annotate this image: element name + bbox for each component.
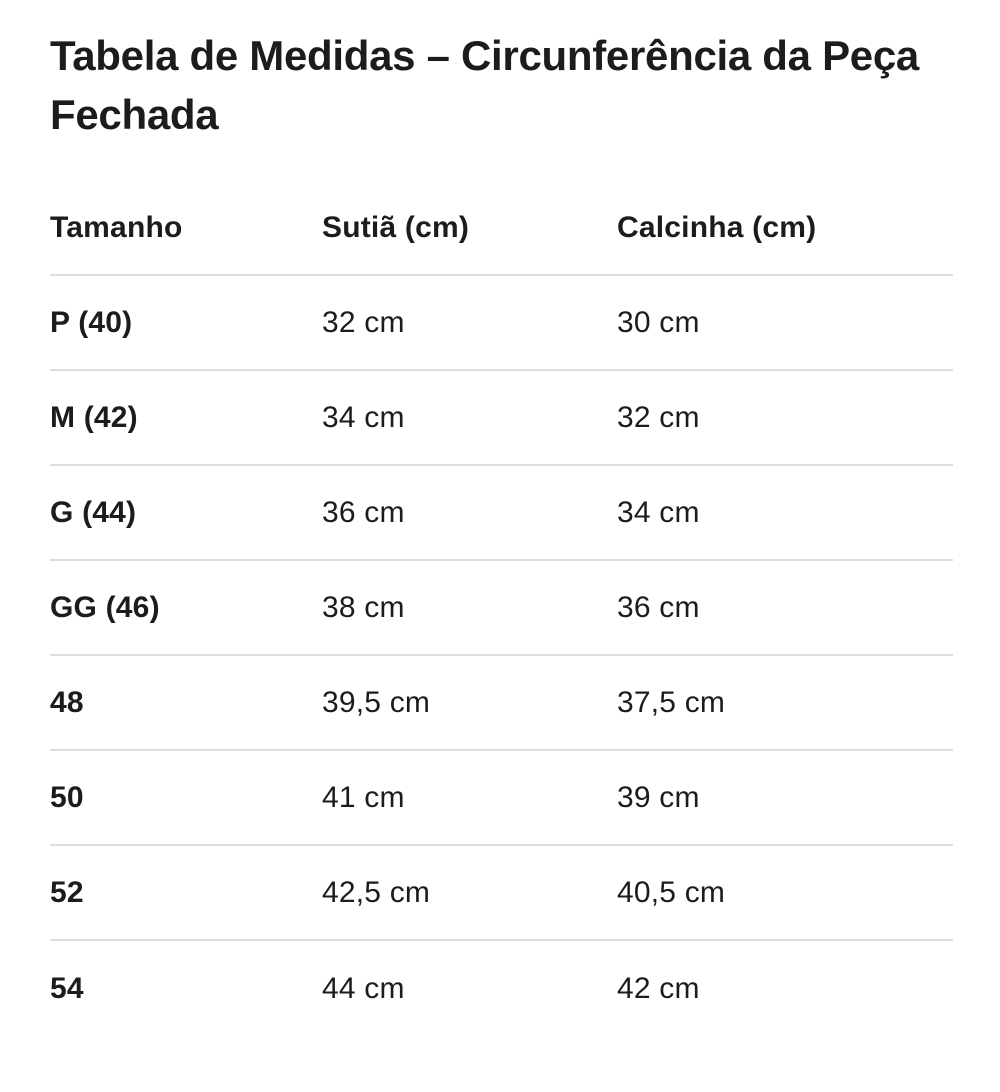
size-cell: P (40) xyxy=(50,305,133,339)
table-header-row xyxy=(50,181,953,276)
sutia-cell: 42,5 cm xyxy=(322,875,431,909)
size-cell: 50 xyxy=(50,780,84,814)
table-row xyxy=(50,276,953,371)
size-cell: 48 xyxy=(50,685,84,719)
measurements-table xyxy=(50,181,953,1036)
size-cell: M (42) xyxy=(50,400,138,434)
table-row xyxy=(50,656,953,751)
calcinha-cell: 40,5 cm xyxy=(617,875,726,909)
calcinha-cell: 32 cm xyxy=(617,400,700,434)
calcinha-cell: 34 cm xyxy=(617,495,700,529)
table-row xyxy=(50,751,953,846)
calcinha-cell: 30 cm xyxy=(617,305,700,339)
sutia-cell: 36 cm xyxy=(322,495,405,529)
table-row xyxy=(50,561,953,656)
table-row xyxy=(50,466,953,561)
size-cell: 52 xyxy=(50,875,84,909)
table-body xyxy=(50,276,953,1036)
table-row xyxy=(50,846,953,941)
calcinha-cell: 36 cm xyxy=(617,590,700,624)
page-title: Tabela de Medidas – Circunferência da Peça Fechada xyxy=(50,32,919,138)
calcinha-cell: 39 cm xyxy=(617,780,700,814)
table-row xyxy=(50,371,953,466)
sutia-cell: 39,5 cm xyxy=(322,685,431,719)
sutia-cell: 44 cm xyxy=(322,971,405,1005)
table-row xyxy=(50,941,953,1036)
calcinha-cell: 37,5 cm xyxy=(617,685,726,719)
column-header-tamanho: Tamanho xyxy=(50,210,183,244)
column-header-sutia: Sutiã (cm) xyxy=(322,210,470,244)
size-cell: G (44) xyxy=(50,495,137,529)
column-header-calcinha: Calcinha (cm) xyxy=(617,210,817,244)
calcinha-cell: 42 cm xyxy=(617,971,700,1005)
size-cell: 54 xyxy=(50,971,84,1005)
sutia-cell: 38 cm xyxy=(322,590,405,624)
sutia-cell: 41 cm xyxy=(322,780,405,814)
size-cell: GG (46) xyxy=(50,590,160,624)
sutia-cell: 34 cm xyxy=(322,400,405,434)
sutia-cell: 32 cm xyxy=(322,305,405,339)
